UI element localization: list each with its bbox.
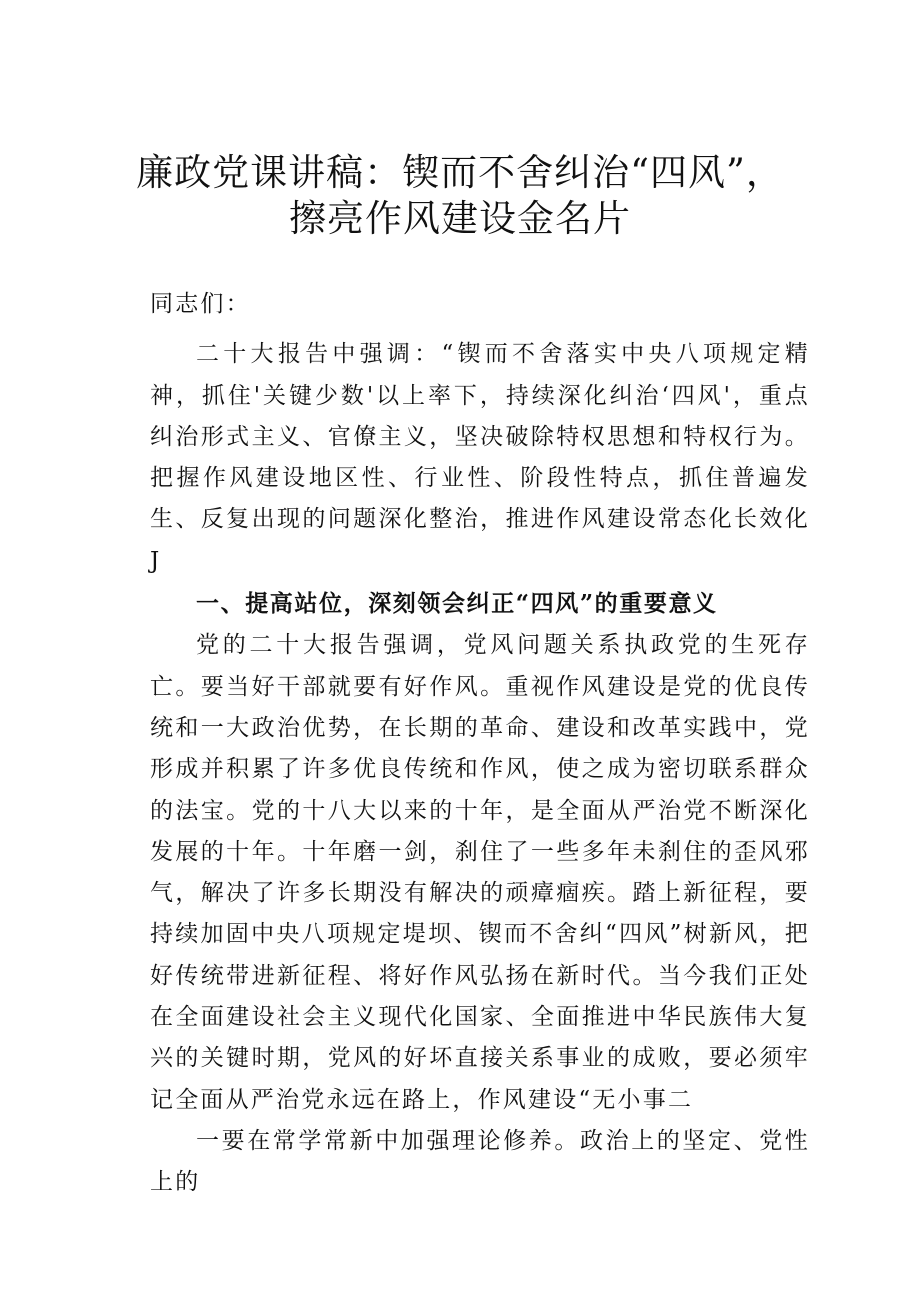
section-heading-1: 一、提高站位，深刻领会纠正“四风”的重要意义 bbox=[196, 590, 718, 618]
paragraph-theory-cultivation: 一要在常学常新中加强理论修养。政治上的坚定、党性上的 bbox=[150, 1127, 810, 1196]
document-title bbox=[120, 150, 800, 242]
paragraph-significance: 党的二十大报告强调，党风问题关系执政党的生死存亡。要当好干部就要有好作风。重视作风建设是党的优良传统和一大政治优势，在长期的革命、建设和改革实践中，党形成并积累了许多优良传统和作风，使之成为密切联系群众的法宝。党的十八大以来的十年，是全面从严治党不断深化发展的十年。十年磨一剑，刹住了一些多年未刹住的歪风邪气，解决了许多长期没有解决的顽瘴痼疾。踏上新征程，要持续加固中央八项规定堤坝、锲而不舍纠“四风”树新风，把好传统带进新征程、将好作风弘扬在新时代。当今我们正处在全面建设社会主义现代化国家、全面推进中华民族伟大复兴的关键时期，党风的好坏直接关系事业的成败，要必须牢记全面从严治党永远在路上，作风建设“无小事二 bbox=[150, 632, 810, 1113]
document-body bbox=[150, 284, 810, 1204]
salutation: 同志们： bbox=[150, 291, 251, 317]
title-line-1: 廉政党课讲稿：锲而不舍纠治“四风”， bbox=[136, 151, 784, 194]
title-line-2: 擦亮作风建设金名片 bbox=[289, 197, 631, 240]
paragraph-report-quote: 二十大报告中强调：“锲而不舍落实中央八项规定精神，抓住'关键少数'以上率下，持续深化纠治‘四风'，重点纠治形式主义、官僚主义，坚决破除特权思想和特权行为。把握作风建设地区性、行业性、阶段性特点，抓住普遍发生、反复出现的问题深化整治，推进作风建设常态化长效化J bbox=[150, 341, 810, 574]
